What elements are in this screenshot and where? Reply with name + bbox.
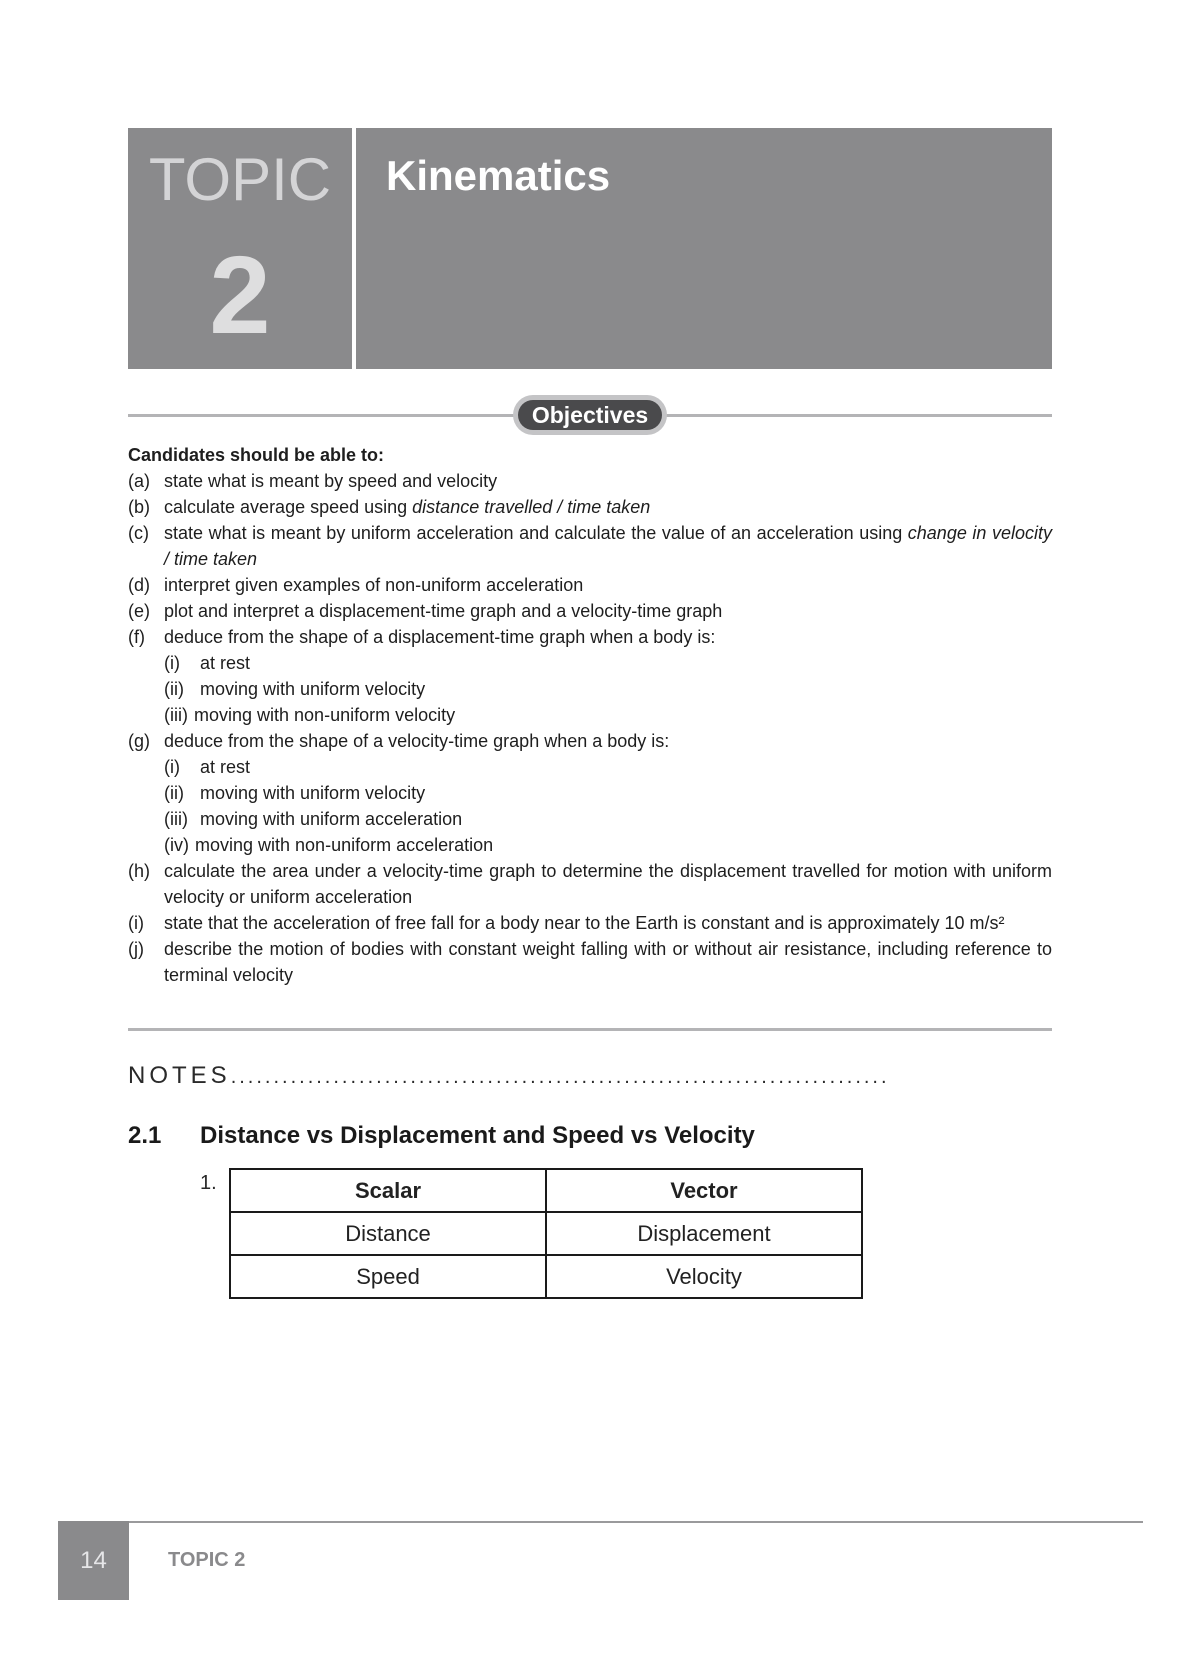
sub-objective-marker: (ii) [164,679,184,699]
objectives-heading-pill [513,395,667,435]
sub-objective [164,650,1052,676]
sub-objective [164,806,1052,832]
sub-objective [164,780,1052,806]
notes-label: NOTES [128,1062,231,1089]
section-title: Distance vs Displacement and Speed vs Velocity [200,1122,755,1149]
sub-objective-text: moving with non-uniform velocity [194,705,456,725]
objective-text: state what is meant by uniform acceleration and calculate the value of an acceleration using [164,523,908,543]
objective-text: state that the acceleration of free fall for a body near to the Earth is constant and is approximately 10 m/s² [164,913,1005,933]
objective-marker: (c) [128,523,149,543]
objective-text: calculate average speed using [164,497,413,517]
footer-rule [128,1521,1143,1523]
sub-objective-marker: (i) [164,653,180,673]
sub-objective-text: at rest [200,757,251,777]
topic-badge [128,128,352,369]
objective-h [128,858,1052,910]
objective-marker: (f) [128,627,145,647]
objective-text: describe the motion of bodies with constant weight falling with or without air resistance, including reference to terminal velocity [164,939,1052,985]
objectives-bottom-rule [128,1028,1052,1031]
table-row [230,1212,862,1255]
objective-marker: (j) [128,939,144,959]
table-cell: Speed [230,1255,546,1298]
objective-f-sublist [128,650,1052,728]
objectives-intro: Candidates should be able to: [128,445,385,465]
objective-d [128,572,1052,598]
sub-objective-text: moving with uniform acceleration [200,809,463,829]
page-number: 14 [58,1521,129,1600]
scalar-vector-table [229,1168,863,1299]
objective-e [128,598,1052,624]
objective-c [128,520,1052,572]
objective-formula: distance travelled / time taken [412,497,651,517]
objective-marker: (e) [128,601,150,621]
objective-formula: change in velocity / time taken [164,523,1052,569]
objective-text: interpret given examples of non-uniform acceleration [164,575,584,595]
objective-j [128,936,1052,988]
objective-text: plot and interpret a displacement-time graph and a velocity-time graph [164,601,723,621]
table-item-marker: 1. [200,1172,217,1194]
objective-marker: (g) [128,731,150,751]
sub-objective-text: moving with uniform velocity [200,679,426,699]
objective-marker: (i) [128,913,144,933]
sub-objective-marker: (ii) [164,783,184,803]
table-cell: Velocity [546,1255,862,1298]
objective-i [128,910,1052,936]
objective-text: deduce from the shape of a velocity-time graph when a body is: [164,731,670,751]
objective-b [128,494,1052,520]
objective-marker: (a) [128,471,150,491]
footer-topic-label: TOPIC 2 [168,1549,246,1571]
table-header-cell: Vector [546,1169,862,1212]
table-cell: Distance [230,1212,546,1255]
sub-objective [164,832,1052,858]
section-number: 2.1 [128,1122,162,1149]
objective-marker: (b) [128,497,150,517]
sub-objective [164,754,1052,780]
notes-heading [128,1062,1052,1092]
objective-f [128,624,1052,650]
objective-text: state what is meant by speed and velocity [164,471,498,491]
objectives-list [128,442,1052,988]
section-heading [128,1120,755,1152]
objective-a [128,468,1052,494]
sub-objective-marker: (i) [164,757,180,777]
sub-objective-marker: (iii) [164,705,188,725]
objective-text: calculate the area under a velocity-time graph to determine the displacement travelled for motion with uniform velocity or uniform acceleration [164,861,1052,907]
topic-number: 2 [209,234,271,357]
banner-divider [352,128,356,369]
table-header-row [230,1169,862,1212]
objective-g [128,728,1052,754]
notes-dot-leader: ............................................................................. [230,1066,890,1088]
objective-marker: (h) [128,861,150,881]
table-header-cell: Scalar [230,1169,546,1212]
objectives-heading: Objectives [518,400,662,430]
objective-marker: (d) [128,575,150,595]
chapter-banner [128,128,1052,369]
sub-objective-text: at rest [200,653,251,673]
table-row [230,1255,862,1298]
sub-objective-marker: (iv) [164,835,189,855]
table-cell: Displacement [546,1212,862,1255]
sub-objective-marker: (iii) [164,809,188,829]
sub-objective [164,676,1052,702]
chapter-title: Kinematics [386,152,611,199]
sub-objective-text: moving with uniform velocity [200,783,426,803]
sub-objective-text: moving with non-uniform acceleration [195,835,494,855]
sub-objective [164,702,1052,728]
objective-g-sublist [128,754,1052,858]
objective-text: deduce from the shape of a displacement-time graph when a body is: [164,627,716,647]
topic-word: TOPIC [148,146,332,213]
